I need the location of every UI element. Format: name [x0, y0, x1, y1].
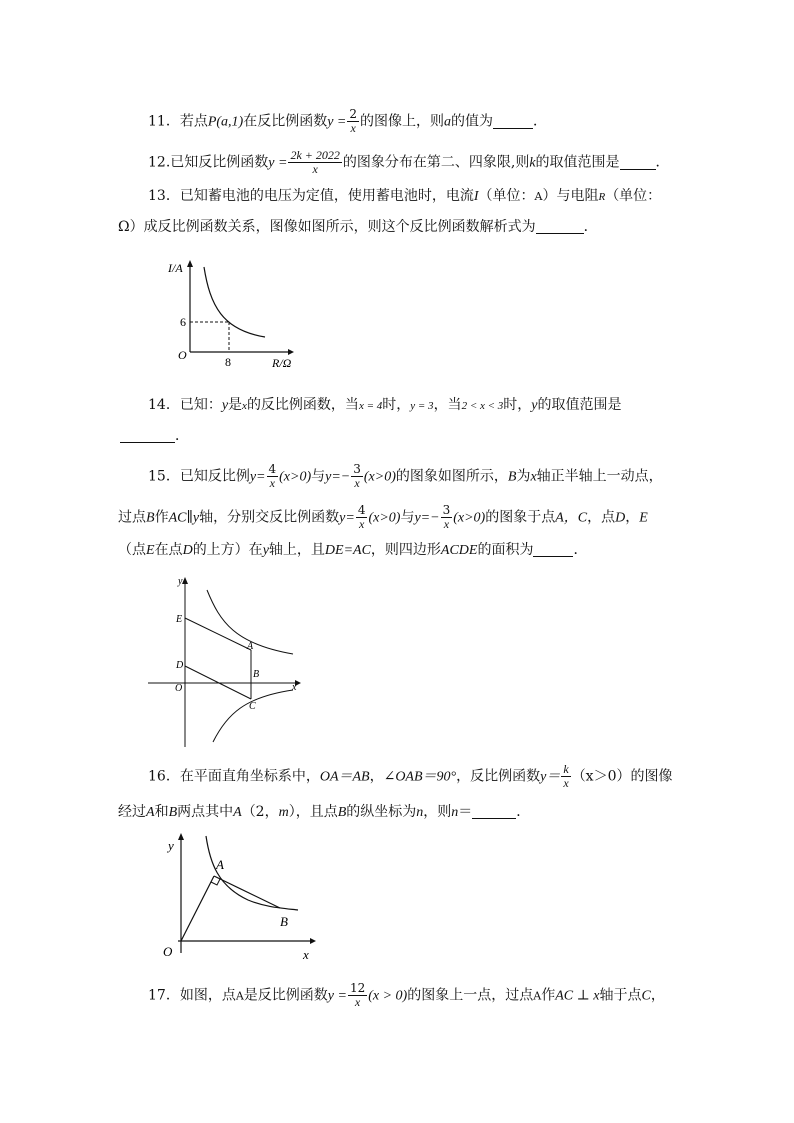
question-11: 11．若点P(a,1)在反比例函数y = $\frac{2}{x}$ 的图像上，则a的值为 ．	[148, 107, 548, 135]
figure-13	[160, 255, 320, 375]
fraction: $\frac{12}{x}$	[349, 981, 366, 1009]
answer-blank	[120, 428, 175, 443]
question-14: 14．已知：y是x的反比例函数，当x = 4时，y = 3，当2 < x < 3时，y的取值范围是	[148, 397, 622, 413]
question-16-line-1: 16．在平面直角坐标系中，OA＝AB，∠OAB＝90°，反比例函数y＝ $\frac{k}{x}$ （x＞0）的图像	[148, 762, 673, 790]
label-A: A	[216, 857, 224, 872]
fraction: $\frac{k}{x}$	[563, 762, 569, 790]
label-x: x	[303, 947, 309, 962]
question-15-line-3: （点E在点D的上方）在y轴上，且DE=AC，则四边形ACDE的面积为 ．	[118, 542, 588, 558]
question-15-line-1: 15．已知反比例y= $\frac{4}{x}$ (x>0)与y=− $\frac{3}{x}$ (x>0)的图象如图所示，B为x轴正半轴上一动点，	[148, 462, 663, 490]
answer-blank	[536, 219, 584, 234]
label-O: O	[163, 944, 173, 959]
label-O: O	[175, 683, 183, 694]
fraction: $\frac{2}{x}$	[349, 107, 358, 135]
figure-16	[150, 828, 325, 963]
y-arrow	[187, 260, 193, 267]
label-x: x	[292, 682, 297, 693]
fraction: $\frac{2k + 2022}{x}$	[290, 148, 340, 176]
x-label: R/Ω	[272, 356, 292, 370]
fraction: $\frac{4}{x}$	[268, 462, 277, 490]
label-y: y	[178, 576, 183, 587]
y-tick: 6	[180, 315, 186, 329]
y-arrow	[178, 833, 184, 840]
question-16-line-2: 经过A和B两点其中A（2，m），且点B的纵坐标为n，则n＝ ．	[118, 804, 531, 820]
y-arrow	[182, 577, 188, 584]
question-13-line-2: Ω）成反比例函数关系，图像如图所示，则这个反比例函数解析式为 ．	[118, 219, 598, 235]
x-arrow	[288, 349, 294, 355]
label-C: C	[249, 701, 256, 712]
segment-AB	[214, 876, 280, 908]
question-14-line-2: ．	[120, 426, 189, 446]
label-y: y	[168, 838, 174, 853]
fraction: $\frac{4}{x}$	[357, 503, 366, 531]
label-B: B	[253, 669, 260, 680]
question-13-line-1: 13．已知蓄电池的电压为定值，使用蓄电池时，电流I（单位：A）与电阻R（单位：	[148, 188, 662, 204]
label-B: B	[280, 914, 288, 929]
fraction: $\frac{3}{x}$	[442, 503, 451, 531]
answer-blank	[620, 155, 656, 170]
question-12: 12.已知反比例函数y = $\frac{2k + 2022}{x}$ 的图象分布在第二、四象限,则k的取值范围是 ．	[148, 148, 670, 176]
x-tick: 8	[225, 355, 231, 369]
curve	[206, 836, 298, 910]
segment-OA	[181, 876, 214, 941]
curve	[204, 267, 265, 337]
label-A: A	[247, 641, 254, 652]
x-arrow	[310, 938, 316, 944]
fraction: $\frac{3}{x}$	[353, 462, 361, 490]
segment-EA	[185, 618, 251, 650]
question-17: 17．如图，点A是反比例函数y = $\frac{12}{x}$ (x > 0)的图象上一点，过点A作AC ⊥ x轴于点C，	[148, 981, 665, 1009]
question-15-line-2: 过点B作AC∥y轴，分别交反比例函数y= $\frac{4}{x}$ (x>0)与y=− $\frac{3}{x}$ (x>0)的图象于点A，C，点D，E	[118, 503, 648, 531]
y-label: I/A	[168, 261, 183, 275]
label-E: E	[176, 614, 183, 625]
answer-blank	[533, 542, 573, 557]
answer-blank	[493, 114, 533, 129]
figure-15	[145, 572, 310, 750]
origin-label: O	[178, 348, 187, 362]
curve-negative	[213, 690, 293, 742]
answer-blank	[472, 804, 516, 819]
label-D: D	[176, 660, 184, 671]
